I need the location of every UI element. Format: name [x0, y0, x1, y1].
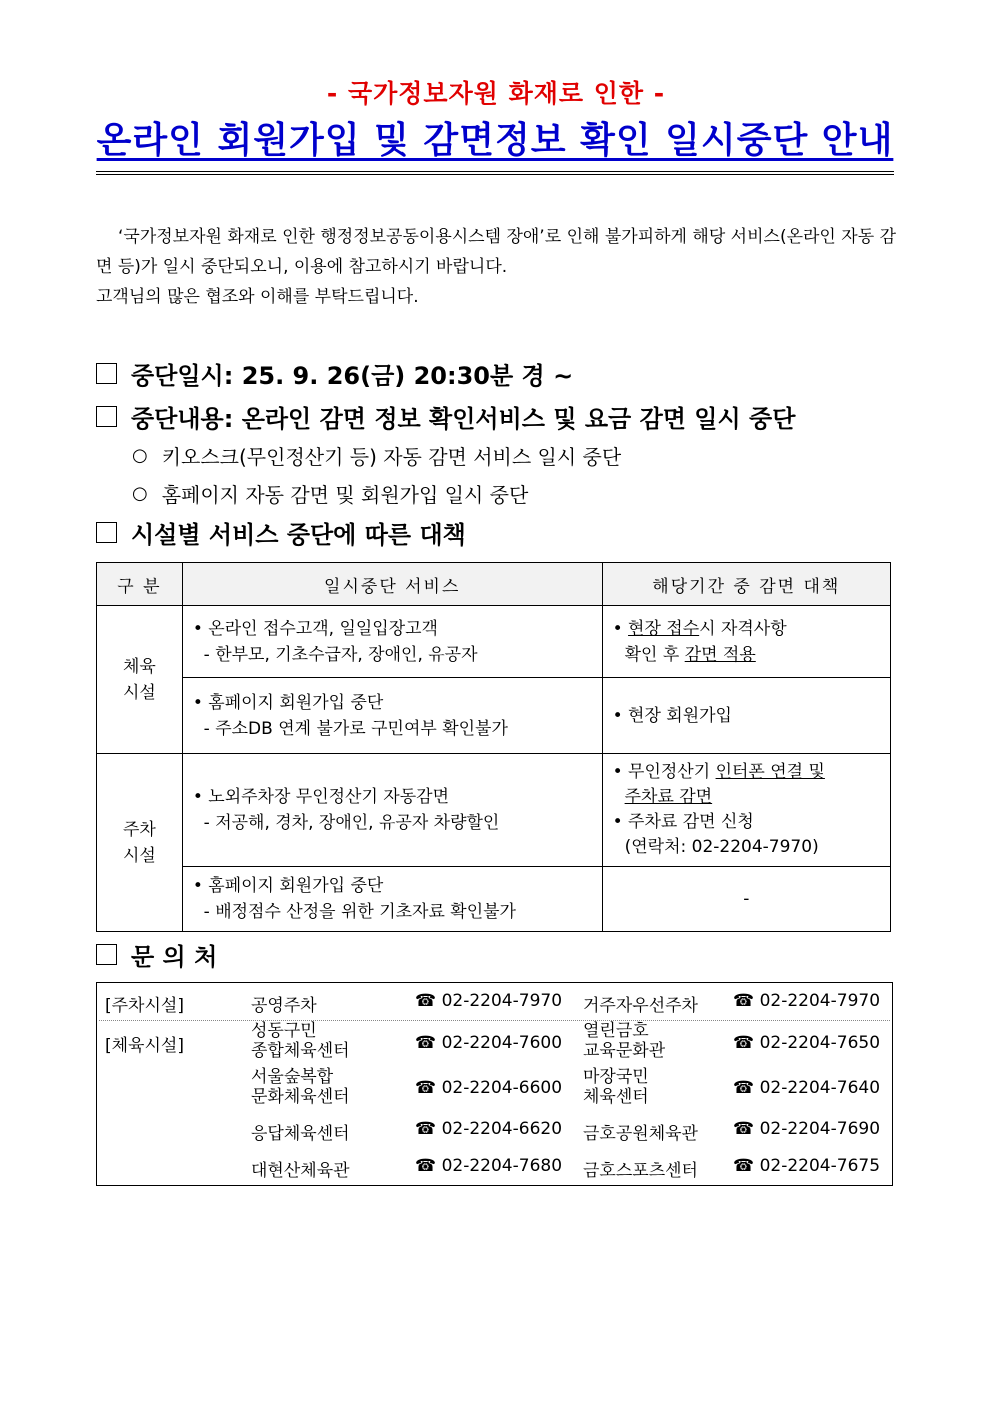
contact-name: 서울숲복합 문화체육센터: [251, 1067, 350, 1107]
contact-tel: [733, 1119, 880, 1139]
measure-line: • 현장 접수시 자격사항: [612, 618, 787, 639]
tel-number: 02-2204-7970: [441, 991, 563, 1011]
circle-bullet-icon: ○: [132, 445, 148, 466]
intro-line-1: ‘국가정보자원 화재로 인한 행정정보공동이용시스템 장애’로 인해 불가피하게 해당 서비스(온라인 자동 감면 등)가 일시 중단되오니, 이용에 참고하시기 바랍니다.: [96, 227, 896, 277]
contact-name: 금호공원체육관: [583, 1124, 698, 1144]
contact-tel: [733, 991, 880, 1011]
service-line: • 홈페이지 회원가입 중단: [192, 692, 384, 713]
checkbox-square-icon: [96, 363, 117, 384]
section-inquiry: [96, 937, 217, 972]
service-line: • 홈페이지 회원가입 중단: [192, 876, 384, 896]
category-sports: 체육 시설: [97, 606, 183, 754]
measure-text: 시 자격사항: [699, 618, 787, 639]
intro-text: [96, 222, 896, 312]
service-cell: [182, 678, 602, 754]
contact-tel: [415, 991, 562, 1011]
service-cell: [182, 606, 602, 678]
measure-emphasis: 인터폰 연결 및: [715, 762, 825, 782]
tel-number: 02-2204-7640: [759, 1078, 881, 1098]
tel-number: 02-2204-7690: [759, 1119, 881, 1139]
measure-line: [613, 642, 880, 668]
table-row: [97, 867, 891, 932]
service-line: • 노외주차장 무인정산기 자동감면: [192, 787, 449, 807]
suspension-item-1-text: 키오스크(무인정산기 등) 자동 감면 서비스 일시 중단: [161, 445, 622, 469]
measure-cell: -: [602, 867, 890, 932]
contact-name: 공영주차: [251, 996, 317, 1016]
contact-tel: [415, 1033, 562, 1053]
phone-icon: ☎: [733, 1078, 755, 1098]
service-line: • 온라인 접수고객, 일일입장고객: [192, 618, 438, 639]
service-line: - 한부모, 기초수급자, 장애인, 유공자: [192, 644, 478, 665]
contact-table: [96, 982, 893, 1186]
measure-line: [613, 785, 880, 810]
tel-number: 02-2204-7680: [441, 1156, 563, 1176]
section-suspension-date-text: 중단일시: 25. 9. 26(금) 20:30분 경 ~: [131, 362, 574, 390]
table-header-service: 일시중단 서비스: [182, 563, 602, 606]
contact-tel: [415, 1119, 562, 1139]
table-header-measure: 해당기간 중 감면 대책: [602, 563, 890, 606]
measure-line: • 주차료 감면 신청: [612, 812, 754, 832]
measure-cell: • 현장 회원가입: [602, 678, 890, 754]
table-row: [97, 678, 891, 754]
measure-cell: [602, 754, 890, 867]
circle-bullet-icon: ○: [132, 483, 148, 504]
contact-name: 응답체육센터: [251, 1124, 350, 1144]
contact-name: 성동구민 종합체육센터: [251, 1021, 350, 1061]
service-line: - 주소DB 연계 불가로 구민여부 확인불가: [192, 718, 508, 739]
section-measures-text: 시설별 서비스 중단에 따른 대책: [131, 521, 466, 549]
contact-name: 거주자우선주차: [583, 996, 698, 1016]
title-block: [96, 112, 894, 175]
suspension-item-1: [132, 441, 621, 470]
phone-icon: ☎: [733, 1156, 755, 1176]
section-inquiry-text: 문 의 처: [131, 943, 218, 971]
checkbox-square-icon: [96, 406, 117, 427]
measure-text: • 무인정산기: [612, 762, 716, 782]
category-parking: 주차 시설: [97, 754, 183, 932]
table-header-category: 구 분: [97, 563, 183, 606]
contact-tel: [415, 1156, 562, 1176]
contact-tel: [733, 1033, 880, 1053]
measure-line: [613, 760, 880, 785]
suspension-item-2: [132, 479, 528, 508]
checkbox-square-icon: [96, 944, 117, 965]
intro-line-2: 고객님의 많은 협조와 이해를 부탁드립니다.: [96, 287, 419, 307]
phone-icon: ☎: [733, 1033, 755, 1053]
contact-tel: [733, 1156, 880, 1176]
service-cell: [182, 867, 602, 932]
phone-icon: ☎: [415, 1156, 437, 1176]
checkbox-square-icon: [96, 522, 117, 543]
measure-cell: [602, 606, 890, 678]
page-title: 온라인 회원가입 및 감면정보 확인 일시중단 안내: [96, 120, 894, 161]
page-subtitle: - 국가정보자원 화재로 인한 -: [326, 79, 666, 108]
tel-number: 02-2204-7600: [441, 1033, 563, 1053]
measure-emphasis: 현장 접수: [628, 618, 700, 639]
measure-emphasis: 감면 적용: [684, 644, 756, 665]
tel-number: 02-2204-6620: [441, 1119, 563, 1139]
table-header-row: [97, 563, 891, 606]
phone-icon: ☎: [415, 1078, 437, 1098]
tel-number: 02-2204-7970: [759, 991, 881, 1011]
phone-icon: ☎: [733, 991, 755, 1011]
table-row: [97, 754, 891, 867]
contact-category-sports: [체육시설]: [105, 1036, 184, 1056]
phone-icon: ☎: [415, 1119, 437, 1139]
contact-tel: [733, 1078, 880, 1098]
measures-table: [96, 562, 891, 932]
tel-number: 02-2204-7675: [759, 1156, 881, 1176]
measure-text: 확인 후: [624, 644, 685, 665]
measure-line: (연락처: 02-2204-7970): [624, 837, 819, 857]
contact-name: 마장국민 체육센터: [583, 1067, 649, 1107]
contact-category-parking: [주차시설]: [105, 996, 184, 1016]
contact-tel: [415, 1078, 562, 1098]
divider: [99, 1020, 890, 1021]
service-line: - 저공해, 경차, 장애인, 유공자 차량할인: [192, 813, 500, 833]
phone-icon: ☎: [415, 1033, 437, 1053]
service-line: - 배정점수 산정을 위한 기초자료 확인불가: [192, 902, 516, 922]
phone-icon: ☎: [733, 1119, 755, 1139]
measure-emphasis: 주차료 감면: [624, 787, 713, 807]
section-suspension-date: [96, 356, 573, 391]
section-suspension-content: [96, 399, 795, 434]
contact-name: 대현산체육관: [251, 1161, 350, 1181]
section-measures: [96, 515, 466, 550]
service-cell: [182, 754, 602, 867]
contact-name: 열린금호 교육문화관: [583, 1021, 666, 1061]
tel-number: 02-2204-7650: [759, 1033, 881, 1053]
tel-number: 02-2204-6600: [441, 1078, 563, 1098]
table-row: [97, 606, 891, 678]
section-suspension-content-text: 중단내용: 온라인 감면 정보 확인서비스 및 요금 감면 일시 중단: [131, 405, 796, 433]
contact-name: 금호스포츠센터: [583, 1161, 698, 1181]
suspension-item-2-text: 홈페이지 자동 감면 및 회원가입 일시 중단: [161, 483, 529, 507]
phone-icon: ☎: [415, 991, 437, 1011]
